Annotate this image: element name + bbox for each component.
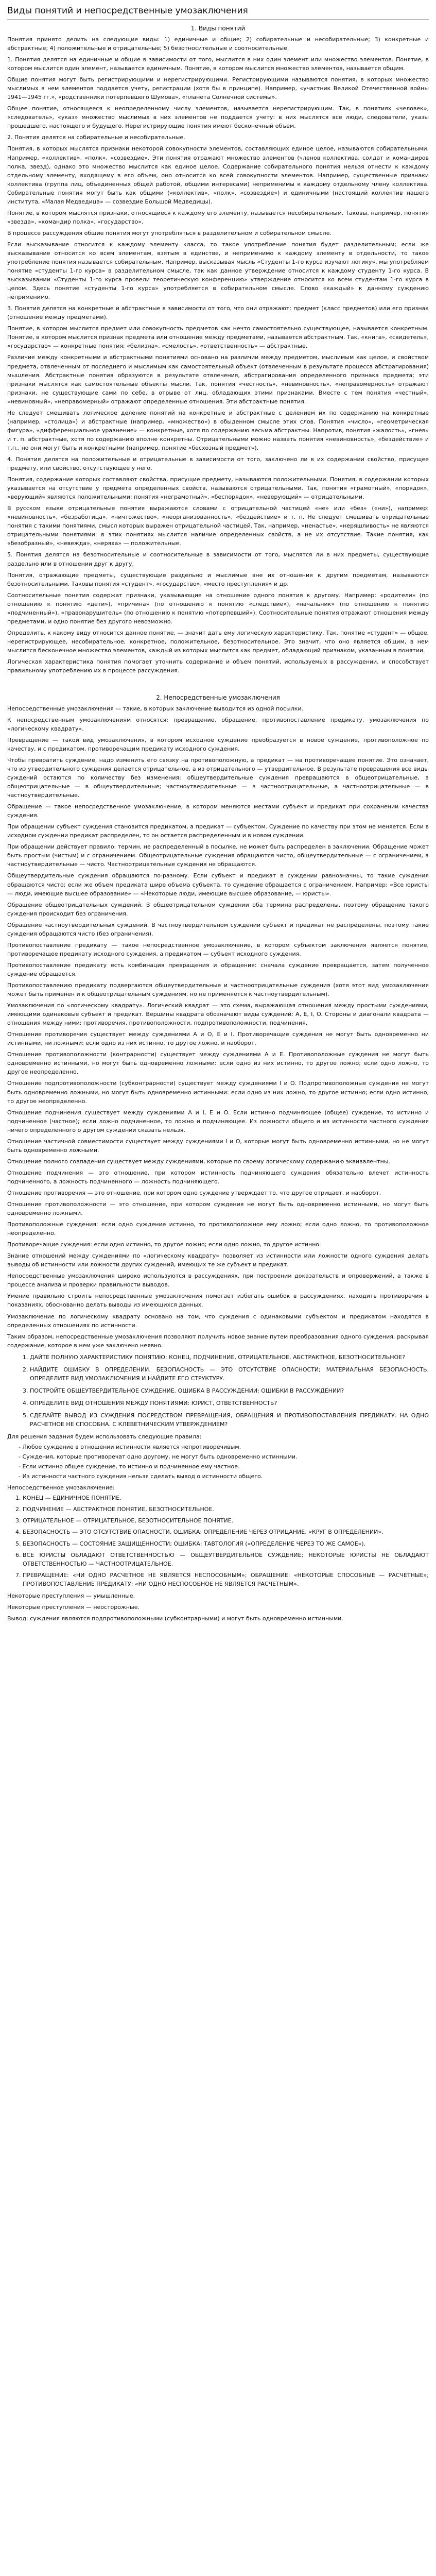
section-heading-types: 1. Виды понятий — [190, 25, 246, 32]
paragraph: Общеутвердительные суждения обращаются по-разному. Если субъект и предикат в суждении равнозначны, то такие суждения обращаются чисто; если же объем предиката шире объема субъекта, то суждение обращается с ограничением. Например: «Все юристы — люди, имеющие высшее образование» — «Некоторые люди, имеющие высшее образование, — юристы». — [7, 872, 429, 897]
paragraph: Логическая характеристика понятия помогает уточнить содержание и объем понятий, используемых в рассуждении, и способствует правильному употреблению их в процессе рассуждения. — [7, 658, 429, 674]
answer-item: 2. ПОДЧИНЕНИЕ — АБСТРАКТНОЕ ПОНЯТИЕ, БЕЗОТНОСИТЕЛЬНОЕ. — [23, 1505, 429, 1514]
paragraph: При обращении субъект суждения становится предикатом, а предикат — субъектом. Суждение по качеству при этом не меняется. Если в исходном суждении предикат распределен, то он остается распределенным и в новом суждении. — [7, 823, 429, 839]
paragraph: Отношение противоположности — это отношение, при котором суждения не могут быть одновременно истинными, но могут быть одновременно ложными. — [7, 1201, 429, 1217]
answer-item: 3. ОТРИЦАТЕЛЬНОЕ — ОТРИЦАТЕЛЬНОЕ, БЕЗОТНОСИТЕЛЬНОЕ ПОНЯТИЕ. — [23, 1516, 429, 1525]
answer-item: 1. КОНЕЦ — ЕДИНИЧНОЕ ПОНЯТИЕ. — [23, 1494, 429, 1502]
answer-item: 5. БЕЗОПАСНОСТЬ — СОСТОЯНИЕ ЗАЩИЩЕННОСТИ; ОШИБКА: ТАВТОЛОГИЯ («ОПРЕДЕЛЕНИЕ ЧЕРЕЗ ТО ЖЕ САМОЕ»). — [23, 1539, 429, 1548]
paragraph: Знание отношений между суждениями по «логическому квадрату» позволяет из истинности или ложности одного суждения делать выводы об истинности или ложности других суждений, имеющих те же субъект и предикат. — [7, 1252, 429, 1268]
paragraph: Отношение подчинения — это отношение, при котором истинность подчиняющего суждения обязательно влечет истинность подчиненного, а ложность подчиненного — ложность подчиняющего. — [7, 1169, 429, 1185]
task-item: 3. ПОСТРОЙТЕ ОБЩЕУТВЕРДИТЕЛЬНОЕ СУЖДЕНИЕ. ОШИБКА В РАССУЖДЕНИИ: ОШИБКИ В РАССУЖДЕНИИ? — [30, 1386, 429, 1395]
footer-notes — [7, 1591, 429, 1623]
page-title: Виды понятий и непосредственные умозаключения — [7, 4, 429, 20]
task-item: 2. НАЙДИТЕ ОШИБКУ В ОПРЕДЕЛЕНИИ. БЕЗОПАСНОСТЬ — ЭТО ОТСУТСТВИЕ ОПАСНОСТИ; МАТЕРИАЛЬНАЯ БЕЗОПАСНОСТЬ. ОПРЕДЕЛИТЕ ВИД УМОЗАКЛЮЧЕНИЯ И НАЙДИТЕ ЕГО СТРУКТУРУ. — [30, 1365, 429, 1383]
paragraph: 5. Понятия делятся на безотносительные и соотносительные в зависимости от того, мыслятся ли в них предметы, существующие раздельно или в отношении друг к другу. — [7, 551, 429, 567]
paragraph: Умение правильно строить непосредственные умозаключения помогает избегать ошибок в рассуждениях, находить противоречия в показаниях, обоснованно делать выводы из имеющихся данных. — [7, 1293, 429, 1309]
answer-list — [7, 1494, 429, 1588]
section-types-body — [7, 35, 429, 675]
rule-item: - Из истинности частного суждения нельзя сделать вывод о истинности общего. — [19, 1473, 263, 1480]
paragraph: Непосредственные умозаключения — такие, в которых заключение выводится из одной посылки. — [7, 705, 304, 712]
paragraph: Противопоставление предикату — такое непосредственное умозаключение, в котором субъектом заключения является понятие, противоречащее предикату исходного суждения, а предикатом — субъект исходного суждения. — [7, 941, 429, 957]
paragraph: Определить, к какому виду относится данное понятие, — значит дать ему логическую характеристику. Так, понятие «студент» — общее, нерегистрирующее, несобирательное, конкретное, положительное, безотносительное. Это значит, что оно является общим, в нем мыслится бесконечное множество элементов, каждый из которых мыслится как предмет, обладающий признаком, указанным в понятии. — [7, 629, 429, 654]
paragraph: В процессе рассуждения общие понятия могут употребляться в разделительном и собирательном смысле. — [7, 229, 332, 236]
rules-intro: Для решения задания будем использовать следующие правила: — [7, 1433, 202, 1440]
paragraph: Общие понятия могут быть регистрирующими и нерегистрирующими. Регистрирующими называются понятия, в которых множество мыслимых в нем элементов поддается учету, регистрации (хотя бы в принципе). Например, «участник Великой Отечественной войны 1941—1945 гг.», «родственники потерпевшего Шумова», «планета Солнечной системы». — [7, 76, 429, 101]
paragraph: Противоположные суждения: если одно суждение истинно, то противоположное ему ложно; если одно ложно, то противоположное неопределенно. — [7, 1221, 429, 1237]
task-item: 4. ОПРЕДЕЛИТЕ ВИД ОТНОШЕНИЯ МЕЖДУ ПОНЯТИЯМИ: ЮРИСТ, ОТВЕТСТВЕННОСТЬ? — [30, 1399, 429, 1408]
footer-line: Некоторые преступления — неосторожные. — [7, 1603, 139, 1611]
paragraph: Отношение полного совпадения существует между суждениями, которые по своему логическому содержанию эквивалентны. — [7, 1158, 391, 1165]
rule-item: - Если истинно общее суждение, то истинно и подчиненное ему частное. — [19, 1463, 240, 1470]
paragraph: 4. Понятия делятся на положительные и отрицательные в зависимости от того, заключено ли в их содержании свойство, присущее предмету, или свойство, отсутствующее у него. — [7, 456, 429, 472]
paragraph: 2. Понятия делятся на собирательные и несобирательные. — [7, 134, 185, 141]
answer-item: 7. ПРЕВРАЩЕНИЕ: «НИ ОДНО РАСЧЕТНОЕ НЕ ЯВЛЯЕТСЯ НЕСПОСОБНЫМ»; ОБРАЩЕНИЕ: «НЕКОТОРЫЕ СПОСОБНЫЕ — РАСЧЕТНЫЕ»; ПРОТИВОПОСТАВЛЕНИЕ ПРЕДИКАТУ: «НИ ОДНО НЕСПОСОБНОЕ НЕ ЯВЛЯЕТСЯ РАСЧЕТНЫМ». — [23, 1571, 429, 1588]
paragraph: Понятия, содержание которых составляют свойства, присущие предмету, называются положительными. Понятия, в содержании которых указывается на отсутствие у предмета определенных свойств, называются отрицательными. Так, понятия «грамотный», «порядок», «верующий» являются положительными; понятия «неграмотный», «беспорядок», «неверующий» — отрицательными. — [7, 476, 429, 501]
paragraph: Превращение — такой вид умозаключения, в котором исходное суждение преобразуется в новое суждение, противоположное по качеству, и с предикатом, противоречащим предикату исходного суждения. — [7, 736, 429, 752]
paragraph: Понятие, в котором мыслится предмет или совокупность предметов как нечто самостоятельно существующее, называется конкретным. Понятие, в котором мыслится признак предмета или отношение между предметами, называется абстрактным. Так, «книга», «свидетель», «государство» — конкретные понятия; «белизна», «смелость», «ответственность» — абстрактные. — [7, 325, 429, 350]
paragraph: Противопоставление предикату есть комбинация превращения и обращения: сначала суждение превращается, затем полученное суждение обращается. — [7, 961, 429, 977]
paragraph: Умозаключения по «логическому квадрату». Логический квадрат — это схема, выражающая отношения между простыми суждениями, имеющими одинаковые субъект и предикат. Вершины квадрата обозначают виды суждений: A, E, I, O. Стороны и диагонали квадрата — отношения между ними: противоречия, противоположности, подпротивоположности, подчинения. — [7, 1002, 429, 1027]
paragraph: Обращение частноутвердительных суждений. В частноутвердительном суждении субъект и предикат не распределены, поэтому такие суждения обращаются чисто (без ограничения). — [7, 921, 429, 937]
paragraph: Общее понятие, относящееся к неопределенному числу элементов, называется нерегистрирующим. Так, в понятиях «человек», «следователь», «указ» множество мыслимых в них элементов не поддается учету: в них мыслятся все люди, следователи, указы прошедшего, настоящего и будущего. Нерегистрирующие понятия имеют бесконечный объем. — [7, 105, 429, 130]
paragraph: Соотносительные понятия содержат признаки, указывающие на отношение одного понятия к другому. Например: «родители» (по отношению к понятию «дети»), «причина» (по отношению к понятию «следствие»), «начальник» (по отношению к понятию «подчиненный»), «правонарушитель» (по отношению к понятию «потерпевший»). Соотносительные понятия отражают отношения между предметами, и одно понятие без другого невозможно. — [7, 591, 429, 625]
paragraph: Понятия, отражающие предметы, существующие раздельно и мыслимые вне их отношения к другим предметам, называются безотносительными. Таковы понятия «студент», «государство», «место преступления» и др. — [7, 571, 429, 587]
rules-list — [7, 1443, 429, 1481]
answer-item: 6. ВСЕ ЮРИСТЫ ОБЛАДАЮТ ОТВЕТСТВЕННОСТЬЮ — ОБЩЕУТВЕРДИТЕЛЬНОЕ СУЖДЕНИЕ; НЕКОТОРЫЕ ЮРИСТЫ НЕ ОБЛАДАЮТ ОТВЕТСТВЕННОСТЬЮ — ЧАСТНООТРИЦАТЕЛЬНОЕ. — [23, 1551, 429, 1568]
paragraph: К непосредственным умозаключениям относятся: превращение, обращение, противопоставление предикату, умозаключения по «логическому квадрату». — [7, 716, 429, 732]
paragraph: Отношение противоположности (контрарности) существует между суждениями A и E. Противоположные суждения не могут быть одновременно истинными, но могут быть одновременно ложными: если одно из них истинно, то другое ложно; если одно ложно, то другое неопределенно. — [7, 1051, 429, 1076]
paragraph: В русском языке отрицательные понятия выражаются словами с отрицательной частицей «не» или «без» («ни»), например: «невиновность», «безработица», «ничтожество», «неорганизованность», «бездействие» и т. п. Не следует смешивать отрицательные понятия с такими понятиями, смысл которых выражен отрицательной частицей. Так, например, «ненастье», «неряшливость» не являются отрицательными понятиями: в этих понятиях мыслится наличие определенных свойств, а не их отсутствие. Такие понятия, как «безобразный», «невежда», «неряха» — положительные. — [7, 505, 429, 547]
footer-line: Некоторые преступления — умышленные. — [7, 1592, 135, 1599]
paragraph: 1. Понятия делятся на единичные и общие в зависимости от того, мыслится в них один элемент или множество элементов. Понятие, в котором мыслится один элемент, называется единичным. Понятие, в котором мыслится множество элементов, называется общим. — [7, 56, 429, 72]
paragraph: Умозаключение по логическому квадрату основано на том, что суждения с одинаковыми субъектом и предикатом находятся в определенных отношениях по истинности. — [7, 1313, 429, 1329]
paragraph: Обращение — такое непосредственное умозаключение, в котором меняются местами субъект и предикат при сохранении качества суждения. — [7, 803, 429, 819]
paragraph: Отношение подчинения существует между суждениями A и I, E и O. Если истинно подчиняющее (общее) суждение, то истинно и подчиненное (частное); если ложно подчиненное, то ложно и подчиняющее. Из ложности общего и из истинности частного суждения ничего определенного о другом суждении сказать нельзя. — [7, 1109, 429, 1133]
paragraph: Отношение частичной совместимости существует между суждениями I и O, которые могут быть одновременно истинными, но не могут быть одновременно ложными. — [7, 1138, 429, 1154]
paragraph: Противопоставлению предикату подвергаются общеутвердительные и частноотрицательные суждения (хотя этот вид умозаключения может быть применен и к общеотрицательным суждениям, но не применяется к частноутвердительным). — [7, 981, 429, 998]
section-heading-inferences: 2. Непосредственные умозаключения — [156, 694, 280, 702]
paragraph: Различие между конкретными и абстрактными понятиями основано на различии между предметом, мыслимым как целое, и свойством предмета, отвлеченным от последнего и мыслимым как самостоятельный объект (отвлеченным в результате процесса абстрагирования) мышления. Абстрактные понятия образуются в результате отвлечения, абстрагирования определенного признака предмета; эти признаки мыслятся как самостоятельные объекты мысли. Так, понятия «честность», «невиновность», «неправомерность» отражают признаки, не существующие сами по себе, в отрыве от лиц, обладающих этими признаками. Вместе с тем понятия «честный», «невиновный», «неправомерный» отражают определенные отношения. Эти абстрактные понятия. — [7, 354, 429, 405]
task-item: 5. СДЕЛАЙТЕ ВЫВОД ИЗ СУЖДЕНИЯ ПОСРЕДСТВОМ ПРЕВРАЩЕНИЯ, ОБРАЩЕНИЯ И ПРОТИВОПОСТАВЛЕНИЯ ПРЕДИКАТУ. НА ОДНО РАСЧЕТНОЕ НЕ СПОСОБНА. С КЛЕВЕТНИЧЕСКИМ УТВЕРЖДЕНИЕМ? — [30, 1411, 429, 1429]
paragraph: Таким образом, непосредственные умозаключения позволяют получить новое знание путем преобразования одного суждения, раскрывая содержание, которое в нем уже заключено неявно. — [7, 1333, 429, 1349]
answer-item: 4. БЕЗОПАСНОСТЬ — ЭТО ОТСУТСТВИЕ ОПАСНОСТИ. ОШИБКА: ОПРЕДЕЛЕНИЕ ЧЕРЕЗ ОТРИЦАНИЕ, «КРУГ В ОПРЕДЕЛЕНИИ». — [23, 1528, 429, 1536]
task-item: 1. ДАЙТЕ ПОЛНУЮ ХАРАКТЕРИСТИКУ ПОНЯТИЮ: КОНЕЦ, ПОДЧИНЕНИЕ, ОТРИЦАТЕЛЬНОЕ, АБСТРАКТНОЕ, БЕЗОТНОСИТЕЛЬНОЕ? — [30, 1353, 429, 1362]
footer-line: Вывод: суждения являются подпротивоположными (субконтрарными) и могут быть одновременно истинными. — [7, 1615, 343, 1622]
paragraph: Понятие, в котором мыслятся признаки, относящиеся к каждому его элементу, называется несобирательным. Таковы, например, понятия «звезда», «командир полка», «государство». — [7, 209, 429, 225]
paragraph: Отношение подпротивоположности (субконтрарности) существует между суждениями I и O. Подпротивоположные суждения не могут быть одновременно ложными, но могут быть одновременно истинными: если одно из них ложно, то другое истинно; если одно истинно, то другое неопределенно. — [7, 1080, 429, 1105]
paragraph: Противоречащие суждения: если одно истинно, то другое ложно; если одно ложно, то другое истинно. — [7, 1241, 321, 1248]
task-list — [7, 1353, 429, 1429]
paragraph: Обращение общеотрицательных суждений. В общеотрицательном суждении оба термина распределены, поэтому обращение такого суждения происходит без ограничения. — [7, 901, 429, 917]
paragraph: Непосредственные умозаключения широко используются в рассуждениях, при построении доказательств и опровержений, а также в процессе анализа и проверки правильности выводов. — [7, 1273, 429, 1289]
paragraph: Если высказывание относится к каждому элементу класса, то такое употребление понятия будет разделительным; если же высказывание относится ко всем элементам, взятым в единстве, и неприменимо к каждому элементу в отдельности, то такое употребление понятия называется собирательным. Например, высказывая мысль «Студенты 1-го курса изучают логику», мы употребляем понятие «студенты 1-го курса» в разделительном смысле, так как данное утверждение относится к каждому студенту 1-го курса. В высказывании «Студенты 1-го курса провели теоретическую конференцию» утверждение относится ко всем студентам 1-го курса в целом. Здесь понятие «студенты 1-го курса» употребляется в собирательном смысле. Слово «каждый» к данному суждению неприменимо. — [7, 241, 429, 301]
paragraph: Отношение противоречия — это отношение, при котором одно суждение утверждает то, что другое отрицает, и наоборот. — [7, 1189, 381, 1196]
paragraph: При обращении действует правило: термин, не распределенный в посылке, не может быть распределен в заключении. Обращение может быть простым (чистым) и с ограничением. Общеотрицательные суждения обращаются чисто, общеутвердительные — с ограничением, а частноутвердительные — чисто. Частноотрицательные суждения не обращаются. — [7, 843, 429, 868]
paragraph: 3. Понятия делятся на конкретные и абстрактные в зависимости от того, что они отражают: предмет (класс предметов) или его признак (отношение между предметами). — [7, 305, 429, 321]
rule-item: - Суждения, которые противоречат одно другому, не могут быть одновременно истинными. — [19, 1453, 298, 1461]
answers-intro: Непосредственное умозаключение: — [7, 1484, 115, 1492]
rule-item: - Любое суждение в отношении истинности является непротиворечивым. — [19, 1444, 241, 1451]
section-inferences-body — [7, 704, 429, 1350]
paragraph: Чтобы превратить суждение, надо изменить его связку на противоположную, а предикат — на противоречащее понятие. Это означает, что из утвердительного суждения делается отрицательное, а из отрицательного — утвердительное. В результате превращения все виды суждений остаются по количеству без изменения: общеутвердительные суждения превращаются в общеотрицательные, а общеотрицательные — в общеутвердительные; частноутвердительные — в частноотрицательные, а частноотрицательные — в частноутвердительные. — [7, 756, 429, 799]
paragraph: Понятия принято делить на следующие виды: 1) единичные и общие; 2) собирательные и несобирательные; 3) конкретные и абстрактные; 4) положительные и отрицательные; 5) безотносительные и соотносительные. — [7, 36, 429, 52]
paragraph: Отношение противоречия существует между суждениями A и O, E и I. Противоречащие суждения не могут быть одновременно ни истинными, ни ложными: если одно из них истинно, то другое ложно, и наоборот. — [7, 1031, 429, 1047]
paragraph: Понятия, в которых мыслятся признаки некоторой совокупности элементов, составляющих единое целое, называются собирательными. Например, «коллектив», «полк», «созвездие». Эти понятия отражают множество элементов (членов коллектива, солдат и командиров полка, звезд), однако это множество мыслится как единое целое. Содержание собирательного понятия нельзя отнести к каждому отдельному элементу, входящему в его объем, оно относится ко всей совокупности элементов. Например, существенные признаки коллектива (группа лиц, объединенных общей работой, общими интересами) неприменимы к каждому отдельному члену коллектива. Собирательные понятия могут быть как общими («коллектив», «полк», «созвездие») и единичными (настоящий коллектив нашего института, «Малая Медведица» — созвездие Большой Медведицы). — [7, 145, 429, 205]
section-gap — [7, 677, 429, 689]
paragraph: Не следует смешивать логическое деление понятий на конкретные и абстрактные с делением их по содержанию на конкретные (например, «столица») и абстрактные (например, «множество») в обыденном смысле этих слов. Понятия «число», «геометрическая фигура», «дифференциальное уравнение» — конкретные, хотя по содержанию весьма абстрактны. Напротив, понятия «жалость», «гнев» и т. п. абстрактные, хотя по содержанию вполне конкретны. Отрицательными можно назвать понятия «невиновность», «бездействие» и т.п., но они могут быть и конкретными (например, понятие «бесхозный предмет»). — [7, 409, 429, 451]
